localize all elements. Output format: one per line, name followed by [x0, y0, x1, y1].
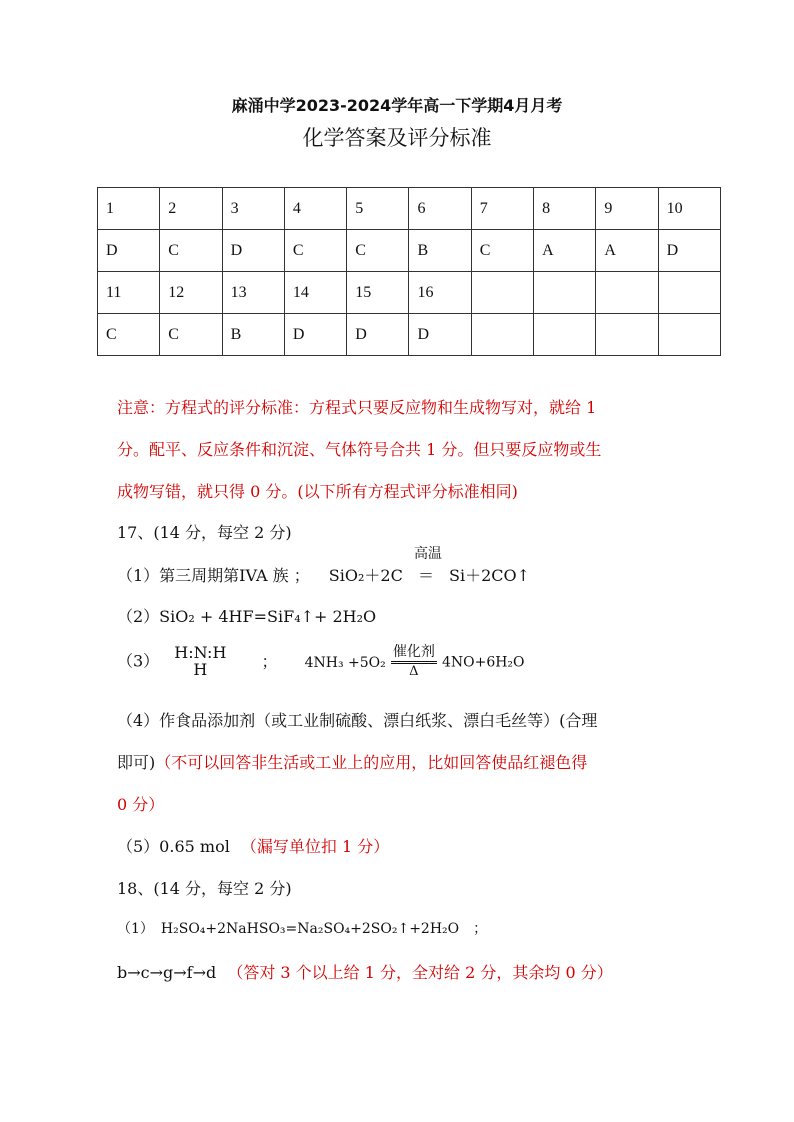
scoring-note-line1: 注意：方程式的评分标准：方程式只要反应物和生成物写对，就给 1	[117, 398, 597, 417]
table-row	[98, 272, 721, 314]
table-cell: 8	[534, 188, 596, 230]
table-row	[98, 188, 721, 230]
table-cell	[658, 272, 720, 314]
scoring-note-line2: 分。配平、反应条件和沉淀、气体符号合共 1 分。但只要反应物或生	[117, 440, 602, 459]
q18-part1-equation: （1） H₂SO₄+2NaHSO₃=Na₂SO₄+2SO₂↑+2H₂O ；	[117, 921, 488, 937]
q17-heading: 17、(14 分，每空 2 分)	[117, 523, 292, 542]
q17-part1-eq-left: SiO₂＋2C	[328, 566, 403, 585]
table-cell: 13	[222, 272, 284, 314]
table-cell: B	[222, 314, 284, 356]
q17-part3-eq-left: 4NH₃ +5O₂	[304, 654, 386, 671]
table-cell: 1	[98, 188, 160, 230]
table-cell: C	[160, 314, 222, 356]
table-cell: D	[409, 314, 471, 356]
table-cell: 11	[98, 272, 160, 314]
exam-subtitle: 化学答案及评分标准	[302, 126, 492, 150]
table-cell: 14	[284, 272, 346, 314]
q17-part3-eq-right: 4NO+6H₂O	[441, 654, 525, 671]
table-cell: D	[222, 230, 284, 272]
q17-part3-sep: ；	[261, 651, 278, 671]
table-cell: C	[160, 230, 222, 272]
table-cell: 3	[222, 188, 284, 230]
table-cell: 10	[658, 188, 720, 230]
q18-part1-sequence: b→c→g→f→d	[117, 963, 217, 982]
table-cell	[471, 314, 533, 356]
table-cell: D	[98, 230, 160, 272]
table-cell: A	[534, 230, 596, 272]
table-cell	[596, 314, 658, 356]
table-cell: 9	[596, 188, 658, 230]
q17-part3-label: （3）	[117, 651, 160, 671]
table-cell: 4	[284, 188, 346, 230]
q17-part1	[117, 546, 531, 586]
q17-part3	[117, 644, 525, 680]
lewis-bottom: H	[193, 660, 208, 679]
ammonia-lewis-structure	[174, 644, 226, 678]
exam-title: 麻涌中学2023-2024学年高一下学期4月月考	[231, 96, 563, 115]
table-row	[98, 230, 721, 272]
catalyst-label: 催化剂	[391, 644, 437, 664]
table-cell: C	[347, 230, 409, 272]
table-cell: D	[284, 314, 346, 356]
table-cell: A	[596, 230, 658, 272]
table-cell: C	[471, 230, 533, 272]
table-cell: 16	[409, 272, 471, 314]
table-cell: 5	[347, 188, 409, 230]
table-cell: 12	[160, 272, 222, 314]
q17-part5	[117, 834, 389, 857]
table-cell: 15	[347, 272, 409, 314]
answer-table	[97, 187, 721, 356]
table-cell	[534, 272, 596, 314]
table-cell	[596, 272, 658, 314]
table-cell	[534, 314, 596, 356]
lewis-top: H:N:H	[174, 643, 227, 662]
q18-heading: 18、(14 分，每空 2 分)	[117, 879, 292, 898]
q17-part5-answer: （5）0.65 mol	[117, 837, 230, 856]
q17-part1-condition: 高温	[413, 546, 442, 562]
q17-part4-line1: （4）作食品添加剂（或工业制硫酸、漂白纸浆、漂白毛丝等）(合理	[117, 711, 598, 730]
table-cell: 6	[409, 188, 471, 230]
q17-part4-accept: 即可)	[117, 753, 156, 772]
q17-part5-note: （漏写单位扣 1 分）	[240, 837, 390, 856]
table-cell	[471, 272, 533, 314]
table-row	[98, 314, 721, 356]
table-cell: C	[98, 314, 160, 356]
catalyst-condition	[391, 644, 437, 680]
table-cell: C	[284, 230, 346, 272]
q17-part2: （2）SiO₂ + 4HF=SiF₄↑+ 2H₂O	[117, 607, 377, 626]
table-cell: B	[409, 230, 471, 272]
q17-part1-eq-sign: ＝	[417, 566, 434, 585]
q17-part4-line2	[117, 750, 587, 773]
q17-part1-label: （1）第三周期第IVA 族 ；	[117, 566, 310, 585]
table-cell: 7	[471, 188, 533, 230]
q18-part1-order	[117, 960, 613, 983]
table-cell: 2	[160, 188, 222, 230]
table-cell: D	[658, 230, 720, 272]
heat-symbol: Δ	[409, 664, 419, 679]
q17-part4-line3: 0 分）	[117, 795, 165, 814]
scoring-note-line3: 成物写错，就只得 0 分。(以下所有方程式评分标准相同)	[117, 482, 518, 501]
table-cell: D	[347, 314, 409, 356]
q17-part4-warning: （不可以回答非生活或工业上的应用，比如回答使品红褪色得	[155, 753, 588, 772]
q17-part1-eq-right: Si＋2CO↑	[449, 566, 531, 585]
q18-part1-note: （答对 3 个以上给 1 分，全对给 2 分，其余均 0 分）	[227, 963, 613, 982]
table-cell	[658, 314, 720, 356]
